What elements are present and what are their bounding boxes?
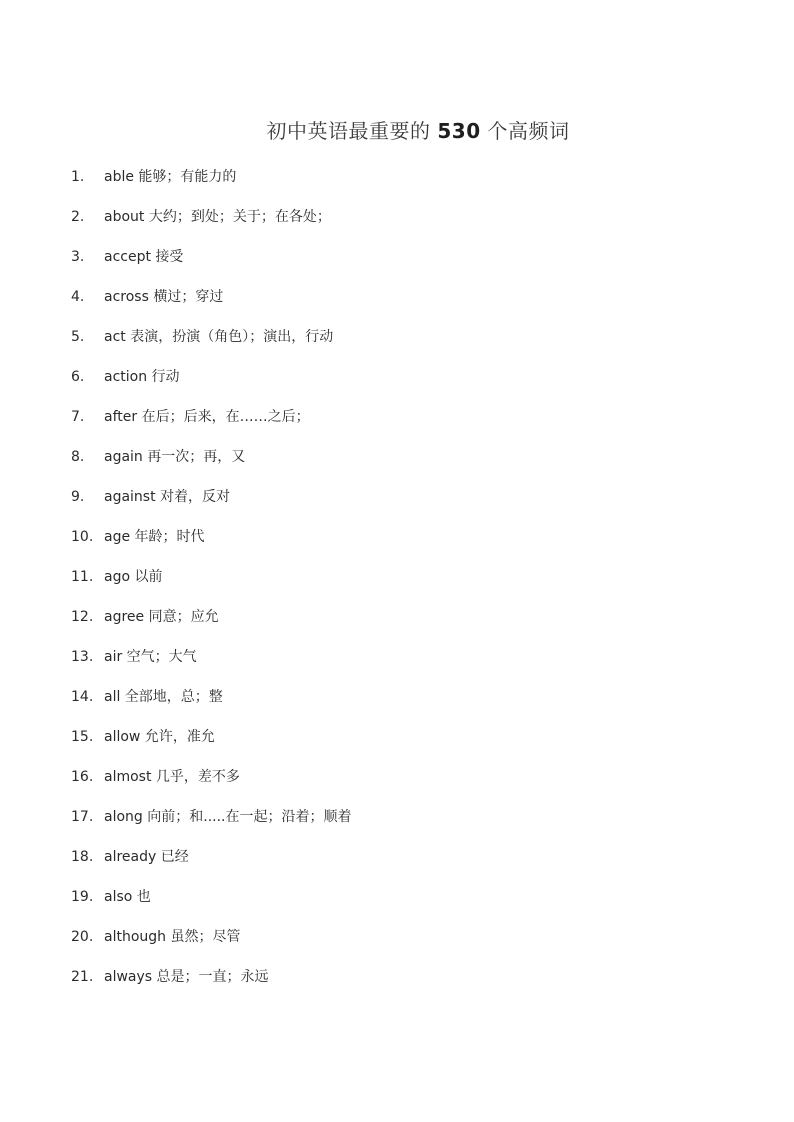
list-item-text: again 再一次；再，又 <box>104 449 246 465</box>
page-title <box>0 117 794 145</box>
list-item-number: 17. <box>71 809 94 825</box>
list-item-text: also 也 <box>104 889 151 905</box>
title-suffix: 个高频词 <box>487 119 570 143</box>
list-item-text: accept 接受 <box>104 249 184 265</box>
list-item-number: 21. <box>71 969 94 985</box>
list-item-text: across 横过；穿过 <box>104 289 224 305</box>
list-item-text: ago 以前 <box>104 569 163 585</box>
list-item-number: 18. <box>71 849 94 865</box>
list-item-number: 8. <box>71 449 85 465</box>
list-item-text: able 能够；有能力的 <box>104 169 237 185</box>
list-item-text: all 全部地，总；整 <box>104 689 223 705</box>
list-item-number: 19. <box>71 889 94 905</box>
list-item-number: 9. <box>71 489 85 505</box>
list-item-number: 16. <box>71 769 94 785</box>
list-item-text: about 大约；到处；关于；在各处； <box>104 209 331 225</box>
list-item-text: after 在后；后来，在……之后； <box>104 409 310 425</box>
list-item-number: 15. <box>71 729 94 745</box>
list-item-number: 20. <box>71 929 94 945</box>
list-item-text: along 向前；和.....在一起；沿着；顺着 <box>104 809 352 825</box>
list-item-number: 2. <box>71 209 85 225</box>
list-item-text: allow 允许，准允 <box>104 729 215 745</box>
list-item-text: although 虽然；尽管 <box>104 929 241 945</box>
list-item-text: against 对着，反对 <box>104 489 231 505</box>
list-item-text: action 行动 <box>104 369 180 385</box>
list-item-number: 3. <box>71 249 85 265</box>
list-item-number: 5. <box>71 329 85 345</box>
list-item-text: already 已经 <box>104 849 189 865</box>
list-item-number: 6. <box>71 369 85 385</box>
list-item-text: always 总是；一直；永远 <box>104 969 269 985</box>
list-item-number: 14. <box>71 689 94 705</box>
list-item-number: 13. <box>71 649 94 665</box>
list-item-text: agree 同意；应允 <box>104 609 219 625</box>
list-item-text: air 空气；大气 <box>104 649 197 665</box>
list-item-number: 12. <box>71 609 94 625</box>
title-prefix: 初中英语最重要的 <box>266 119 431 143</box>
list-item-text: act 表演，扮演（角色）；演出，行动 <box>104 329 334 345</box>
title-number: 530 <box>437 119 481 143</box>
list-item-number: 1. <box>71 169 85 185</box>
list-item-number: 4. <box>71 289 85 305</box>
list-item-number: 10. <box>71 529 94 545</box>
list-item-number: 7. <box>71 409 85 425</box>
list-item-number: 11. <box>71 569 94 585</box>
list-item-text: almost 几乎，差不多 <box>104 769 240 785</box>
list-item-text: age 年龄；时代 <box>104 529 205 545</box>
